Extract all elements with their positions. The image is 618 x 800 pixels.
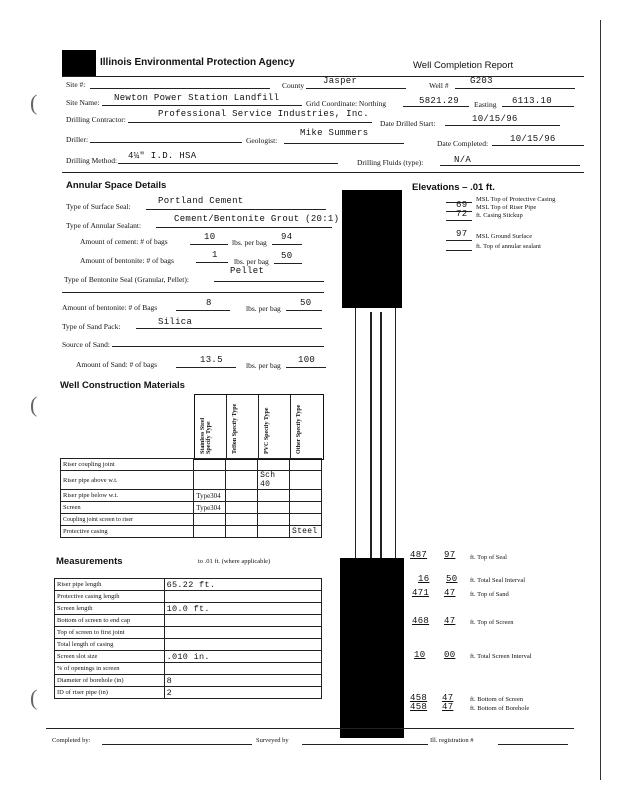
site-name-line — [102, 105, 302, 106]
method-label: Drilling Method: — [66, 156, 118, 165]
cement-bags-line — [190, 244, 228, 245]
table-row — [61, 514, 322, 526]
depth-b[interactable]: 47 — [444, 588, 456, 598]
bentonite-seal-value[interactable]: Pellet — [230, 266, 265, 276]
depth-b[interactable]: 97 — [444, 550, 456, 560]
row-label: Total length of casing — [55, 639, 165, 651]
completed-by-label: Completed by: — [52, 737, 91, 744]
seal-separator — [62, 292, 324, 293]
depth-label: ft. Bottom of Borehole — [470, 705, 530, 712]
measurements-table — [54, 578, 322, 699]
table-row — [55, 627, 322, 639]
cell-other[interactable] — [289, 459, 321, 471]
row-label: Coupling joint screen to riser — [61, 514, 194, 526]
table-row — [61, 471, 322, 490]
col-pvc: PVC Specify Type — [264, 407, 270, 454]
cement-lbs-line — [272, 244, 302, 245]
well-label: Well # — [429, 81, 449, 90]
elev-ground-label: MSL Ground Surface — [476, 233, 533, 240]
elev-riser-label: MSL Top of Riser Pipe — [476, 204, 537, 211]
depth-a[interactable]: 10 — [414, 650, 426, 660]
bentonite-lbs-line — [274, 263, 302, 264]
sand-pack-line — [136, 328, 322, 329]
county-value[interactable]: Jasper — [323, 76, 358, 86]
agency-name: Illinois Environmental Protection Agency — [100, 57, 295, 68]
cell-ss[interactable]: Type304 — [194, 490, 226, 502]
well-diagram-sand-block — [340, 558, 404, 738]
contractor-value[interactable]: Professional Service Industries, Inc. — [158, 109, 369, 119]
depth-b[interactable]: 47 — [442, 702, 454, 712]
bentonite2-lbs-line — [286, 310, 322, 311]
cell-ss[interactable]: Type304 — [194, 502, 226, 514]
cement-lbs-value[interactable]: 94 — [281, 232, 293, 242]
date-start-line — [445, 125, 560, 126]
registration-label: Ill. registration # — [430, 737, 474, 744]
surveyed-by-label: Surveyed by — [256, 737, 289, 744]
contractor-label: Drilling Contractor: — [66, 115, 126, 124]
materials-header-divider — [226, 395, 227, 458]
northing-line — [403, 106, 469, 107]
cell-pvc[interactable]: Sch 40 — [258, 471, 290, 490]
row-value[interactable] — [164, 663, 321, 675]
geologist-label: Geologist: — [246, 136, 278, 145]
depth-label: ft. Top of Screen — [470, 619, 514, 626]
riser-pipe-inner-right — [380, 312, 382, 558]
fluids-label: Drilling Fluids (type): — [357, 158, 424, 167]
cement-bags-value[interactable]: 10 — [204, 232, 216, 242]
table-row — [55, 615, 322, 627]
cell-pvc[interactable] — [258, 490, 290, 502]
bentonite2-bags-line — [176, 310, 230, 311]
cell-pvc[interactable] — [258, 514, 290, 526]
cement-label: Amount of cement: # of bags — [80, 237, 168, 246]
bentonite-bags-line — [196, 262, 228, 263]
depth-a[interactable]: 471 — [412, 588, 430, 598]
row-value[interactable]: 10.0 ft. — [164, 603, 321, 615]
row-label: Riser coupling joint — [61, 459, 194, 471]
table-row — [55, 603, 322, 615]
bentonite2-lbs-label: lbs. per bag — [246, 304, 281, 313]
scan-edge-mark — [600, 20, 601, 780]
easting-label: Easting — [474, 100, 497, 109]
sand-lbs-value[interactable]: 100 — [298, 355, 316, 365]
elev-ground-value[interactable]: 97 — [456, 229, 468, 239]
sand-pack-label: Type of Sand Pack: — [62, 322, 121, 331]
table-row — [55, 687, 322, 699]
sand-source-label: Source of Sand: — [62, 340, 110, 349]
sand-bags-value[interactable]: 13.5 — [200, 355, 223, 365]
bentonite-bags-value[interactable]: 1 — [212, 250, 218, 260]
table-row — [55, 651, 322, 663]
redaction-block — [62, 50, 96, 76]
row-label: Screen — [61, 502, 194, 514]
table-row — [55, 663, 322, 675]
cell-ss[interactable] — [194, 471, 226, 490]
elev-annular-label: ft. Top of annular sealant — [476, 243, 541, 250]
sand-pack-value[interactable]: Silica — [158, 317, 193, 327]
cell-pvc[interactable] — [258, 459, 290, 471]
row-label: Riser pipe below w.t. — [61, 490, 194, 502]
elev-stickup-line — [446, 220, 472, 221]
depth-b[interactable]: 50 — [446, 574, 458, 584]
surface-seal-value[interactable]: Portland Cement — [158, 196, 244, 206]
contractor-line — [128, 122, 372, 123]
county-label: County — [282, 81, 305, 90]
sand-lbs-line — [286, 367, 326, 368]
county-line — [306, 88, 406, 89]
sand-bags-line — [176, 367, 236, 368]
annular-sealant-line — [156, 227, 332, 228]
cell-other[interactable]: Steel — [289, 526, 321, 538]
depth-b[interactable]: 47 — [442, 693, 454, 703]
well-line — [455, 88, 575, 89]
cell-teflon[interactable] — [226, 514, 258, 526]
annular-sealant-value[interactable]: Cement/Bentonite Grout (20:1) — [174, 214, 340, 224]
col-teflon: Teflon Specify Type — [232, 403, 238, 454]
elev-ground-line — [446, 240, 472, 241]
method-line — [118, 163, 338, 164]
depth-a[interactable]: 16 — [418, 574, 430, 584]
easting-line — [502, 106, 574, 107]
cell-other[interactable] — [289, 502, 321, 514]
row-label: Riser pipe above w.t. — [61, 471, 194, 490]
table-row — [61, 526, 322, 538]
row-label: Protective casing — [61, 526, 194, 538]
cell-ss[interactable] — [194, 459, 226, 471]
materials-header-divider — [258, 395, 259, 458]
depth-label: ft. Bottom of Screen — [470, 696, 524, 703]
elev-annular-line — [446, 250, 472, 251]
cell-teflon[interactable] — [226, 526, 258, 538]
measurements-note: to .01 ft. (where applicable) — [198, 558, 271, 565]
row-label: Top of screen to first joint — [55, 627, 165, 639]
annular-sealant-label: Type of Annular Sealant: — [66, 221, 142, 230]
fluids-value[interactable]: N/A — [454, 155, 472, 165]
fluids-line — [440, 165, 580, 166]
depth-a[interactable]: 458 — [410, 702, 428, 712]
surveyed-by-line — [302, 744, 428, 745]
surface-seal-label: Type of Surface Seal: — [66, 202, 131, 211]
date-completed-line — [492, 145, 584, 146]
bentonite-seal-line — [214, 281, 324, 282]
cell-ss[interactable] — [194, 514, 226, 526]
bentonite2-lbs-value[interactable]: 50 — [300, 298, 312, 308]
scan-mark: ( — [30, 392, 38, 417]
depth-a[interactable]: 487 — [410, 550, 428, 560]
materials-title: Well Construction Materials — [60, 380, 185, 391]
table-row — [61, 490, 322, 502]
date-completed-value[interactable]: 10/15/96 — [510, 134, 556, 144]
scan-mark: ( — [30, 685, 38, 710]
cell-other[interactable] — [289, 514, 321, 526]
date-start-value[interactable]: 10/15/96 — [472, 114, 518, 124]
cell-pvc[interactable] — [258, 526, 290, 538]
driller-label: Driller: — [66, 135, 89, 144]
date-start-label: Date Drilled Start: — [380, 119, 436, 128]
elevations-title: Elevations – .01 ft. — [412, 182, 495, 193]
annular-title: Annular Space Details — [66, 180, 167, 191]
depth-a[interactable]: 468 — [412, 616, 430, 626]
bentonite2-label: Amount of bentonite: # of Bags — [62, 303, 158, 312]
elev-stickup-label: ft. Casing Stickup — [476, 212, 523, 219]
cement-lbs-label: lbs. per bag — [232, 238, 267, 247]
sand-source-line — [112, 346, 324, 347]
easting-value[interactable]: 6113.10 — [512, 96, 552, 106]
row-value[interactable] — [164, 627, 321, 639]
col-stainless: Stainless Steel Specify Type — [200, 417, 212, 454]
bentonite2-bags-value[interactable]: 8 — [206, 298, 212, 308]
row-label: Riser pipe length — [55, 579, 165, 591]
table-row — [55, 579, 322, 591]
row-label: Diameter of borehole (in) — [55, 675, 165, 687]
cell-ss[interactable] — [194, 526, 226, 538]
grid-label: Grid Coordinate: Northing — [306, 99, 386, 108]
elev-riser-value[interactable]: 69 — [456, 200, 468, 210]
row-label: % of openings in screen — [55, 663, 165, 675]
elev-stickup-value[interactable]: 72 — [456, 209, 468, 219]
row-label: ID of riser pipe (in) — [55, 687, 165, 699]
sand-label: Amount of Sand: # of bags — [76, 360, 158, 369]
table-row — [55, 675, 322, 687]
site-no-line — [90, 88, 270, 89]
row-value[interactable] — [164, 639, 321, 651]
bentonite-lbs-label: lbs. per bag — [234, 257, 269, 266]
cell-other[interactable] — [289, 490, 321, 502]
row-value[interactable] — [164, 591, 321, 603]
well-diagram-seal-block — [342, 190, 402, 308]
bentonite-label: Amount of bentonite: # of bags — [80, 256, 174, 265]
elev-protective-label: MSL Top of Protective Casing — [476, 196, 556, 203]
report-title: Well Completion Report — [413, 60, 514, 71]
row-label: Protective casing length — [55, 591, 165, 603]
site-no-label: Site #: — [66, 80, 86, 89]
cell-other[interactable] — [289, 471, 321, 490]
geologist-value[interactable]: Mike Summers — [300, 128, 369, 138]
row-value[interactable]: .010 in. — [164, 651, 321, 663]
completed-by-line — [102, 744, 252, 745]
depth-label: ft. Top of Sand — [470, 591, 509, 598]
cell-teflon[interactable] — [226, 471, 258, 490]
scan-mark: ( — [30, 90, 38, 115]
section-rule — [62, 172, 584, 173]
row-label: Screen length — [55, 603, 165, 615]
measurements-title: Measurements — [56, 556, 123, 567]
materials-table — [60, 458, 322, 538]
row-value[interactable] — [164, 615, 321, 627]
sand-lbs-label: lbs. per bag — [246, 361, 281, 370]
cell-teflon[interactable] — [226, 459, 258, 471]
bentonite-lbs-value[interactable]: 50 — [281, 251, 293, 261]
cell-teflon[interactable] — [226, 490, 258, 502]
depth-b[interactable]: 47 — [444, 616, 456, 626]
site-name-label: Site Name: — [66, 98, 100, 107]
table-row — [55, 591, 322, 603]
row-label: Screen slot size — [55, 651, 165, 663]
row-value[interactable]: 8 — [164, 675, 321, 687]
row-value[interactable]: 2 — [164, 687, 321, 699]
depth-label: ft. Top of Seal — [470, 554, 507, 561]
riser-pipe-right — [395, 308, 396, 558]
surface-seal-line — [146, 209, 326, 210]
bentonite-seal-label: Type of Bentonite Seal (Granular, Pellet): — [64, 275, 189, 284]
site-name-value[interactable]: Newton Power Station Landfill — [114, 93, 280, 103]
riser-pipe-inner-left — [370, 312, 372, 558]
registration-line — [498, 744, 568, 745]
cell-teflon[interactable] — [226, 502, 258, 514]
cell-pvc[interactable] — [258, 502, 290, 514]
row-label: Bottom of screen to end cap — [55, 615, 165, 627]
riser-pipe-left — [355, 308, 356, 558]
depth-label: ft. Total Screen Interval — [470, 653, 532, 660]
footer-rule — [46, 728, 574, 729]
depth-label: ft. Total Seal Interval — [470, 577, 526, 584]
geologist-line — [284, 143, 404, 144]
northing-value[interactable]: 5821.29 — [419, 96, 459, 106]
row-value[interactable]: 65.22 ft. — [164, 579, 321, 591]
date-completed-label: Date Completed: — [437, 139, 489, 148]
depth-b[interactable]: 00 — [444, 650, 456, 660]
well-value[interactable]: G203 — [470, 76, 493, 86]
col-other: Other Specify Type — [296, 404, 302, 454]
table-row — [61, 459, 322, 471]
driller-line — [90, 142, 242, 143]
table-row — [55, 639, 322, 651]
table-row — [61, 502, 322, 514]
materials-header-divider — [290, 395, 291, 458]
depth-a[interactable]: 458 — [410, 693, 428, 703]
method-value[interactable]: 4¼" I.D. HSA — [128, 151, 197, 161]
